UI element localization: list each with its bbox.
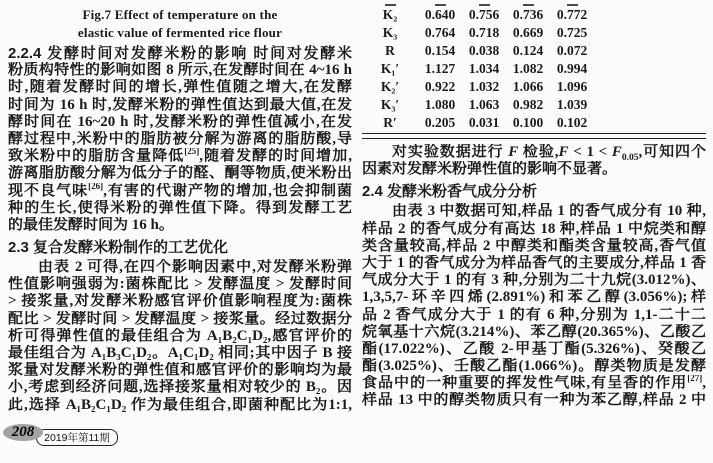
table-row [362, 60, 706, 78]
text-line: 气成分大于 1 的有 3 种,分别为二十九烷(3.012%)、 [362, 272, 706, 289]
text-line: 由表 2 可得,在四个影响因素中,对发酵米粉弹 [38, 259, 352, 276]
text-line: 配比 > 发酵时间 > 发酵温度 > 接浆量。经过数据分 [8, 310, 352, 327]
text-line: 现不良气味[26],有害的代谢产物的增加,也会抑制菌 [8, 182, 352, 199]
figure-caption-line-1: Fig.7 Effect of temperature on the [82, 7, 278, 22]
table-cell-value: 0.205 [424, 115, 456, 130]
table-cell-value: 0.718 [468, 25, 500, 40]
clipped-glyph-fragment [435, 4, 446, 7]
text-line: > 接浆量,对发酵米粉感官评价值影响程度为:菌株 [8, 293, 352, 310]
table-cell-value: 0.994 [556, 61, 588, 76]
clipped-glyph-fragment [479, 4, 490, 7]
text-line: 类含量较高,样品 2 中醇类和酯类含量较高,香气值 [362, 237, 706, 254]
text-line: 对实验数据进行 F 检验$,F < 1 < F_{0.05}$,可知四个 [392, 144, 706, 162]
text-line: 时,随着发酵时间的增长,弹性值随之增大,在发酵 [8, 79, 352, 96]
figure-caption-line-2: elastic value of fermented rice flour [77, 25, 283, 40]
issue-badge [36, 429, 118, 446]
text-line: 酯(3.025%)、壬酸乙酯(1.066%)。醇类物质是发酵 [362, 358, 706, 375]
table-cell-value: 1.063 [468, 97, 500, 112]
table-row [362, 6, 706, 24]
table-cell-value: 1.080 [424, 97, 456, 112]
table-cell-value: 0.154 [424, 43, 456, 58]
table-cell-value: 1.096 [556, 79, 588, 94]
text-line: 粉质构特性的影响如图 8 所示,在发酵时间在 4~16 h [8, 62, 352, 79]
text-line: 性值影响强弱为:菌株配比 > 发酵温度 > 发酵时间 [8, 276, 352, 293]
figure-caption [8, 6, 352, 42]
paragraph-section-2-4 [362, 203, 706, 409]
table-cell-value: 1.082 [512, 61, 544, 76]
text-line: 烷氧基十六烷(3.214%)、苯乙醇(20.365%)、乙酸乙 [362, 323, 706, 340]
paragraph-section-2-3 [8, 259, 352, 414]
table-row [362, 42, 706, 60]
table-cell-value: 0.038 [468, 43, 500, 58]
table-cell-value: 0.982 [512, 97, 544, 112]
table-cell-label: R′ [383, 115, 397, 130]
text-line: 种的生长,使得米粉的弹性值下降。得到发酵工艺 [8, 199, 352, 216]
table-cell-value: 0.102 [556, 115, 588, 130]
text-line: 样品 13 中的醇类物质只有一种为苯乙醇,样品 2 中 [362, 392, 706, 409]
text-line: 由表 3 中数据可知,样品 1 的香气成分有 10 种, [392, 203, 706, 220]
clipped-glyph-fragment [523, 4, 534, 7]
text-line: 最佳组合为 A₁B₃C₁D₂。A₁C₁D₂ 相同;其中因子 B 接 [8, 345, 352, 361]
table-cell-value: 0.764 [424, 25, 456, 40]
left-column [8, 0, 352, 414]
table-cell-value: 1.066 [512, 79, 544, 94]
text-line: 析可得弹性值的最佳组合为 A₁B₂C₁D₂,感官评价的 [8, 327, 352, 344]
table-cell-value: 0.922 [424, 79, 456, 94]
paragraph-section-2-2-4 [8, 45, 352, 234]
table-cell-label: K₃ [382, 25, 398, 40]
text-line: 时间为 16 h 时,发酵米粉的弹性值达到最大值,在发 [8, 96, 352, 113]
table-cell-value: 1.039 [556, 97, 588, 112]
table-cell-value: 0.725 [556, 25, 588, 40]
table-cell-value: 0.100 [512, 115, 544, 130]
table-row [362, 114, 706, 132]
table-cell-label: K₁′ [380, 61, 400, 76]
text-line: 酵过程中,米粉中的脂肪被分解为游离的脂肪酸,导 [8, 130, 352, 147]
text-line: 2.2.4 发酵时间对发酵米粉的影响 时间对发酵米 [8, 45, 352, 62]
table-cell-label: R [385, 43, 395, 58]
table-cell-value: 0.669 [512, 25, 544, 40]
text-line: 浆量对发酵米粉的弹性值和感官评价的影响均为最 [8, 362, 352, 379]
table-cell-label: K₂ [382, 7, 398, 22]
text-line: 此,选择 A₁B₂C₁D₂ 作为最佳组合,即菌种配比为1:1, [8, 396, 352, 413]
table-row [362, 24, 706, 42]
table-cell-value: 1.127 [424, 61, 456, 76]
table-row [362, 78, 706, 96]
text-line: 酵时间在 16~20 h 时,发酵米粉的弹性值减小,在发 [8, 113, 352, 130]
table-cell-value: 0.756 [468, 7, 500, 22]
table-bottom-rule [362, 133, 706, 139]
text-line: 1,3,5,7-环辛四烯(2.891%)和苯乙醇(3.056%);样 [362, 289, 706, 306]
text-line: 小,考虑到经济问题,选择接浆量相对较少的 B₂。因 [8, 379, 352, 396]
table-cell-value: 0.640 [424, 7, 456, 22]
table-cell-value: 0.124 [512, 43, 544, 58]
table-cell-value: 0.736 [512, 7, 544, 22]
table-cell-value: 0.772 [556, 7, 588, 22]
text-line: 因素对发酵米粉弹性值的影响不显著。 [362, 161, 618, 178]
clipped-glyph-fragment [567, 4, 578, 7]
table-row [362, 96, 706, 114]
page-number-badge [3, 424, 43, 441]
text-line: 的最佳发酵时间为 16 h。 [8, 216, 174, 233]
section-heading-2-3: 2.3 复合发酵米粉制作的工艺优化 [8, 239, 229, 257]
orthogonal-table-fragment [362, 2, 706, 139]
text-line: 游离脂肪酸分解为低分子的醛、酮等物质,使米粉出 [8, 165, 352, 182]
text-line: 品 2 香气成分大于 1 的有 6 种,分别为 1,1-二十二 [362, 306, 706, 323]
table-cell-value: 1.032 [468, 79, 500, 94]
text-line: 致米粉中的脂肪含量降低[25],随着发酵的时间增加, [8, 148, 352, 165]
page-number: 208 [11, 424, 35, 440]
right-column [362, 0, 706, 410]
table-cell-value: 0.031 [468, 115, 500, 130]
text-line: 样品 2 的香气成分有高达 18 种,样品 1 中烷类和醇 [362, 220, 706, 237]
table-cell-value: 1.034 [468, 61, 500, 76]
section-heading-2-4: 2.4 发酵米粉香气成分分析 [362, 183, 538, 201]
text-line: 酯(17.022%)、乙酸 2-甲基丁酯(5.326%)、癸酸乙 [362, 340, 706, 357]
issue-label: 2019年第11期 [44, 432, 110, 444]
table-cell-value: 0.072 [556, 43, 588, 58]
text-line: 食品中的一种重要的挥发性气味,有呈香的作用[27], [362, 375, 706, 392]
text-line: 大于 1 的香气成分为样品香气的主要成分,样品 1 香 [362, 254, 706, 271]
clipped-glyph-fragment [385, 4, 396, 7]
paragraph-f-test [362, 144, 706, 178]
table-cell-label: K₃′ [380, 97, 400, 112]
table-cell-label: K₂′ [380, 79, 400, 94]
